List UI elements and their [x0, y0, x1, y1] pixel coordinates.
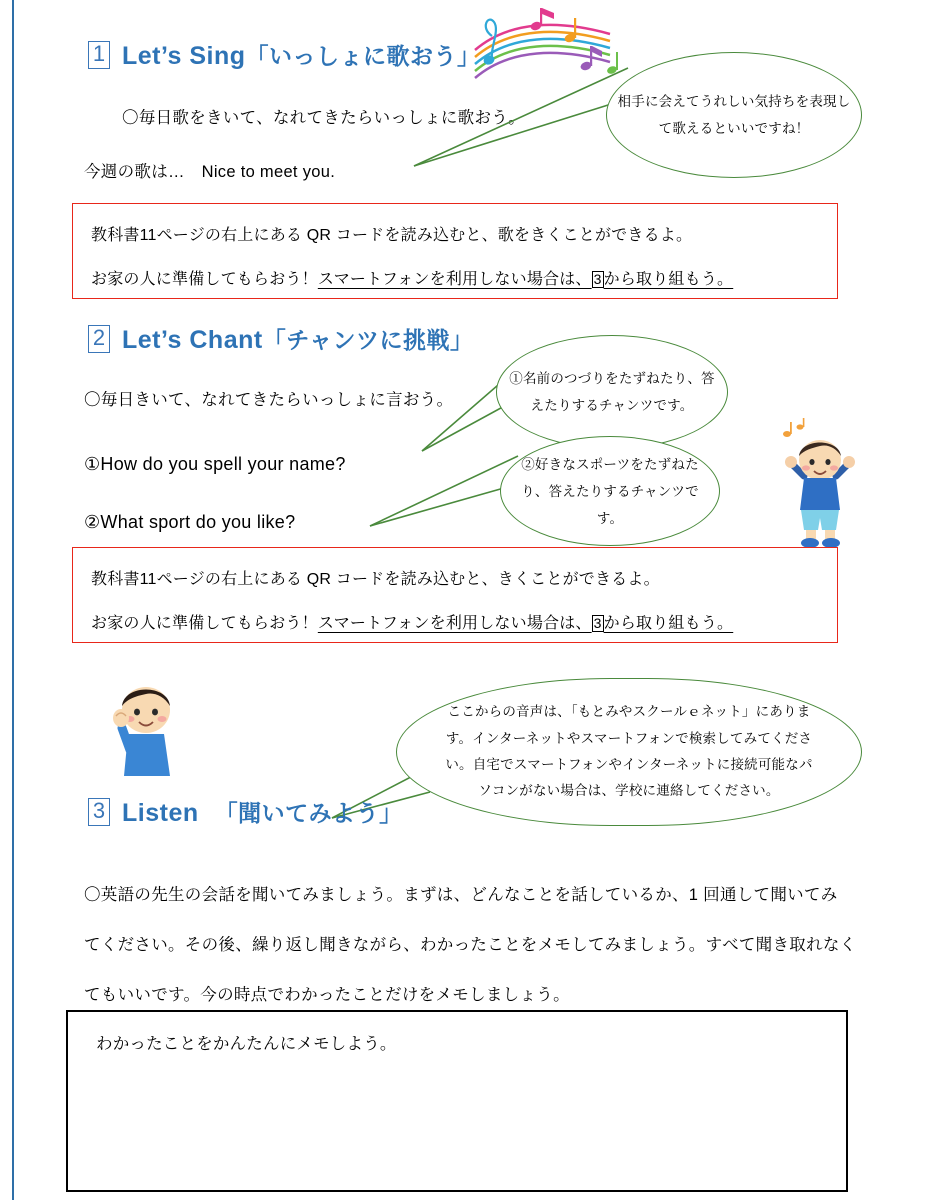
section-1-line-2: 今週の歌は… Nice to meet you. [84, 163, 336, 181]
section-2-notice-line-2 [91, 610, 733, 633]
notice1-part-b: スマートフォンを利用しない場合は、 [317, 271, 592, 288]
section-1-line-1: 〇毎日歌をきいて、なれてきたらいっしょに歌おう。 [122, 109, 525, 127]
section-3-paragraph-line-3: てもいいです。今の時点でわかったことだけをメモしましょう。 [84, 986, 570, 1004]
section-1-notice-box [72, 203, 838, 299]
section-3-heading [88, 795, 403, 828]
section-2-line-2: ①How do you spell your name? [84, 454, 346, 474]
callout-1-text: 相手に会えてうれしい気持ちを表現して歌えるといいですね！ [617, 94, 851, 136]
section-2-title-jp: 「チャンツに挑戦」 [262, 327, 474, 353]
notice2-part-c: から取り組もう。 [603, 615, 734, 632]
left-margin-rule [12, 0, 14, 1200]
notice1-step-number: 3 [593, 271, 602, 287]
notice2-part-b: スマートフォンを利用しない場合は、 [317, 615, 592, 632]
cheering-child-icon [770, 418, 870, 550]
section-2-title-en: Let’s Chant [122, 326, 263, 354]
notice1-part-c: から取り組もう。 [603, 271, 734, 288]
section-2-notice-box [72, 547, 838, 643]
section-3-title-jp: 「聞いてみよう」 [214, 800, 403, 826]
callout-3 [396, 678, 862, 826]
callout-2-1-text: ①名前のつづりをたずねたり、答えたりするチャンツです。 [509, 371, 715, 413]
callout-1 [606, 52, 862, 178]
notice1-part-a: お家の人に準備してもらおう！ [91, 271, 318, 288]
callout-2-2 [500, 436, 720, 546]
section-1-number: 1 [88, 41, 110, 69]
memo-box-label: わかったことをかんたんにメモしよう。 [96, 1035, 397, 1053]
section-2-heading [88, 322, 474, 355]
section-2-number: 2 [88, 325, 110, 353]
callout-3-text: ここからの音声は、「もとみやスクールｅネット」にあります。インターネットやスマートフォンで検索してみてください。自宅でスマートフォンやインターネットに接続可能なパソコンがない場合は、学校に連絡してください。 [445, 704, 813, 799]
callout-2-1 [496, 335, 728, 449]
callout-2-2-text: ②好きなスポーツをたずねたり、答えたりするチャンツです。 [521, 456, 699, 526]
listening-child-icon [100, 672, 192, 800]
memo-box[interactable] [66, 1010, 848, 1192]
section-1-notice-line-1: 教科書11ページの右上にある QR コードを読み込むと、歌をきくことができるよ。 [91, 227, 693, 244]
section-3-title [122, 795, 403, 828]
section-2-line-1: 〇毎日きいて、なれてきたらいっしょに言おう。 [84, 391, 454, 409]
section-3-paragraph-line-2: てください。その後、繰り返し聞きながら、わかったことをメモしてみましょう。すべて聞き取れなく [84, 936, 857, 954]
section-1-title-en: Let’s Sing [122, 42, 246, 70]
section-3-number: 3 [88, 798, 110, 826]
section-3-title-en: Listen [122, 799, 199, 827]
notice2-part-a: お家の人に準備してもらおう！ [91, 615, 318, 632]
section-3-paragraph-line-1: 〇英語の先生の会話を聞いてみましょう。まずは、どんなことを話しているか、1 回通して聞いてみ [84, 886, 838, 904]
section-2-notice-line-1: 教科書11ページの右上にある QR コードを読み込むと、きくことができるよ。 [91, 571, 660, 588]
section-1-notice-line-2 [91, 266, 733, 289]
section-2-line-3: ②What sport do you like? [84, 512, 296, 532]
section-1-title-jp: 「いっしょに歌おう」 [245, 43, 481, 69]
notice2-step-number: 3 [593, 615, 602, 631]
